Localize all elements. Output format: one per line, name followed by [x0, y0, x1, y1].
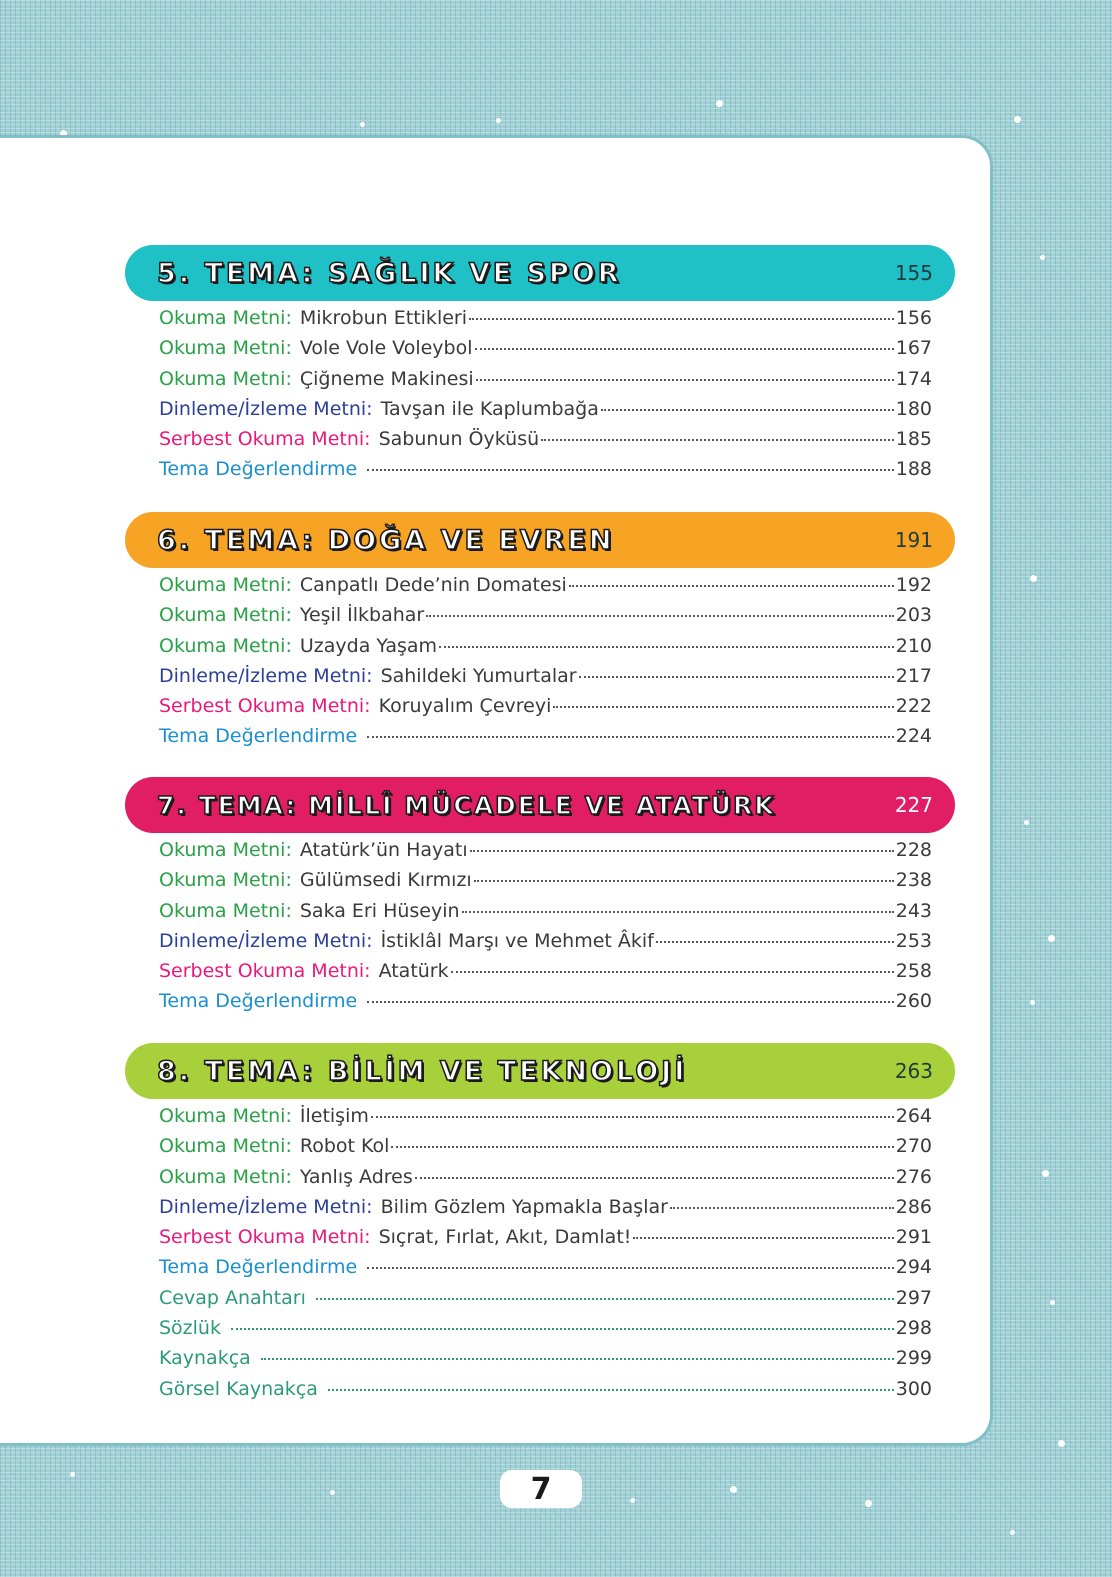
entry-category: Okuma Metni:	[159, 1165, 292, 1188]
dot-leader	[475, 347, 894, 350]
entry-title: Atatürk	[378, 960, 449, 983]
entry-category: Tema Değerlendirme	[159, 1256, 358, 1279]
toc-entry[interactable]	[159, 398, 932, 428]
dot-leader	[439, 645, 894, 648]
entry-category: Okuma Metni:	[159, 337, 292, 360]
toc-entry[interactable]	[159, 1135, 932, 1165]
dot-leader	[541, 438, 894, 441]
entry-title: Robot Kol	[299, 1135, 390, 1158]
entry-page: 203	[895, 604, 932, 627]
toc-entry[interactable]	[159, 337, 932, 367]
toc-entry[interactable]	[159, 960, 932, 990]
theme-section-8	[125, 1043, 955, 1408]
entry-category: Serbest Okuma Metni:	[159, 1226, 371, 1249]
entry-page: 294	[895, 1256, 932, 1279]
entry-page: 300	[895, 1377, 932, 1400]
toc-entry[interactable]	[159, 307, 932, 337]
entry-category: Dinleme/İzleme Metni:	[159, 1195, 373, 1218]
toc-entry-appendix[interactable]	[159, 1378, 932, 1408]
theme-section-6	[125, 512, 955, 756]
entry-page: 228	[895, 839, 932, 861]
entry-title: İletişim	[299, 1105, 369, 1127]
page-number: 7	[500, 1470, 582, 1508]
entry-page: 260	[895, 990, 932, 1013]
dot-leader	[633, 1236, 893, 1239]
dot-leader	[367, 1266, 894, 1269]
entry-category: Okuma Metni:	[159, 307, 292, 329]
entry-page: 253	[895, 929, 932, 952]
dot-leader	[261, 1357, 894, 1360]
entry-page: 224	[895, 725, 932, 748]
toc-list	[125, 574, 955, 756]
toc-entry[interactable]	[159, 930, 932, 960]
dot-leader	[328, 1388, 894, 1391]
entry-page: 185	[895, 428, 932, 451]
entry-category: Sözlük	[159, 1317, 221, 1340]
entry-page: 276	[895, 1165, 932, 1188]
theme-page: 155	[894, 261, 933, 285]
entry-category: Serbest Okuma Metni:	[159, 695, 371, 718]
toc-entry[interactable]	[159, 604, 932, 634]
entry-title: Sabunun Öyküsü	[378, 428, 540, 451]
entry-page: 174	[895, 367, 932, 390]
theme-banner	[125, 245, 955, 301]
dot-leader	[470, 849, 894, 852]
entry-page: 291	[895, 1226, 932, 1249]
entry-category: Okuma Metni:	[159, 899, 292, 922]
dot-leader	[569, 584, 894, 587]
entry-title: Sahildeki Yumurtalar	[380, 664, 577, 687]
toc-entry[interactable]	[159, 695, 932, 725]
theme-banner	[125, 777, 955, 833]
toc-entry[interactable]	[159, 1256, 932, 1286]
dot-leader	[371, 1115, 894, 1118]
dot-leader	[670, 1206, 894, 1209]
entry-page: 264	[895, 1105, 932, 1127]
entry-category: Serbest Okuma Metni:	[159, 428, 371, 451]
toc-entry[interactable]	[159, 368, 932, 398]
dot-leader	[316, 1297, 894, 1300]
entry-category: Görsel Kaynakça	[159, 1377, 318, 1400]
toc-entry[interactable]	[159, 665, 932, 695]
toc-entry[interactable]	[159, 458, 932, 488]
dot-leader	[553, 705, 893, 708]
entry-title: Bilim Gözlem Yapmakla Başlar	[380, 1195, 668, 1218]
theme-banner	[125, 1043, 955, 1099]
entry-title: Koruyalım Çevreyi	[378, 695, 552, 718]
dot-leader	[451, 970, 894, 973]
entry-page: 188	[895, 458, 932, 481]
dot-leader	[579, 675, 894, 678]
entry-page: 222	[895, 695, 932, 718]
entry-page: 298	[895, 1317, 932, 1340]
theme-title: 6. TEMA: DOĞA VE EVREN	[157, 524, 615, 556]
entry-category: Dinleme/İzleme Metni:	[159, 929, 373, 952]
entry-category: Serbest Okuma Metni:	[159, 960, 371, 983]
dot-leader	[601, 408, 894, 411]
entry-page: 270	[895, 1135, 932, 1158]
theme-page: 227	[894, 793, 933, 817]
theme-banner	[125, 512, 955, 568]
theme-section-5	[125, 245, 955, 489]
entry-page: 192	[895, 574, 932, 596]
toc-entry[interactable]	[159, 1105, 932, 1135]
dot-leader	[391, 1145, 893, 1148]
entry-page: 210	[895, 634, 932, 657]
toc-entry[interactable]	[159, 635, 932, 665]
theme-page: 263	[894, 1059, 933, 1083]
entry-page: 258	[895, 960, 932, 983]
toc-entry[interactable]	[159, 900, 932, 930]
theme-section-7	[125, 777, 955, 1021]
toc-list	[125, 1105, 955, 1408]
entry-category: Tema Değerlendirme	[159, 990, 358, 1013]
dot-leader	[462, 910, 894, 913]
entry-page: 167	[895, 337, 932, 360]
entry-category: Okuma Metni:	[159, 367, 292, 390]
dot-leader	[469, 317, 894, 320]
toc-entry[interactable]	[159, 1166, 932, 1196]
toc-entry[interactable]	[159, 725, 932, 755]
entry-title: Tavşan ile Kaplumbağa	[380, 397, 599, 420]
toc-list	[125, 839, 955, 1021]
entry-title: Vole Vole Voleybol	[299, 337, 473, 360]
entry-category: Okuma Metni:	[159, 574, 292, 596]
entry-category: Okuma Metni:	[159, 1135, 292, 1158]
dot-leader	[231, 1327, 894, 1330]
entry-page: 286	[895, 1195, 932, 1218]
entry-title: Gülümsedi Kırmızı	[299, 869, 472, 892]
entry-page: 217	[895, 664, 932, 687]
entry-category: Okuma Metni:	[159, 869, 292, 892]
toc-entry-appendix[interactable]	[159, 1317, 932, 1347]
entry-title: Atatürk’ün Hayatı	[299, 839, 468, 861]
entry-title: Çiğneme Makinesi	[299, 367, 474, 390]
entry-page: 299	[895, 1347, 932, 1370]
entry-category: Okuma Metni:	[159, 634, 292, 657]
dot-leader	[656, 940, 894, 943]
entry-title: Yanlış Adres	[299, 1165, 413, 1188]
toc-entry[interactable]	[159, 428, 932, 458]
entry-page: 243	[895, 899, 932, 922]
theme-title: 5. TEMA: SAĞLIK VE SPOR	[157, 257, 622, 289]
toc-entry[interactable]	[159, 990, 932, 1020]
toc-entry[interactable]	[159, 1226, 932, 1256]
entry-page: 238	[895, 869, 932, 892]
theme-page: 191	[894, 528, 933, 552]
entry-category: Dinleme/İzleme Metni:	[159, 397, 373, 420]
entry-page: 297	[895, 1286, 932, 1309]
toc-entry-appendix[interactable]	[159, 1347, 932, 1377]
dot-leader	[476, 378, 894, 381]
entry-title: Mikrobun Ettikleri	[299, 307, 467, 329]
entry-title: Yeşil İlkbahar	[299, 604, 425, 627]
toc-entry[interactable]	[159, 869, 932, 899]
entry-title: Saka Eri Hüseyin	[299, 899, 460, 922]
entry-title: Uzayda Yaşam	[299, 634, 438, 657]
entry-category: Okuma Metni:	[159, 1105, 292, 1127]
entry-title: İstiklâl Marşı ve Mehmet Âkif	[380, 929, 654, 952]
theme-title: 7. TEMA: MİLLÎ MÜCADELE VE ATATÜRK	[157, 790, 776, 820]
entry-category: Okuma Metni:	[159, 604, 292, 627]
dot-leader	[367, 468, 894, 471]
toc-list	[125, 307, 955, 489]
toc-entry[interactable]	[159, 574, 932, 604]
toc-entry-appendix[interactable]	[159, 1287, 932, 1317]
entry-title: Canpatlı Dede’nin Domatesi	[299, 574, 567, 596]
entry-title: Sıçrat, Fırlat, Akıt, Damlat!	[378, 1226, 632, 1249]
theme-title: 8. TEMA: BİLİM VE TEKNOLOJİ	[157, 1055, 688, 1087]
entry-category: Dinleme/İzleme Metni:	[159, 664, 373, 687]
dot-leader	[415, 1176, 894, 1179]
entry-page: 180	[895, 397, 932, 420]
dot-leader	[474, 879, 894, 882]
dot-leader	[367, 1000, 894, 1003]
entry-category: Tema Değerlendirme	[159, 725, 358, 748]
dot-leader	[367, 735, 894, 738]
entry-category: Kaynakça	[159, 1347, 251, 1370]
entry-category: Okuma Metni:	[159, 839, 292, 861]
entry-category: Tema Değerlendirme	[159, 458, 358, 481]
toc-entry[interactable]	[159, 839, 932, 869]
toc-entry[interactable]	[159, 1196, 932, 1226]
entry-category: Cevap Anahtarı	[159, 1286, 306, 1309]
entry-page: 156	[895, 307, 932, 329]
dot-leader	[426, 614, 894, 617]
